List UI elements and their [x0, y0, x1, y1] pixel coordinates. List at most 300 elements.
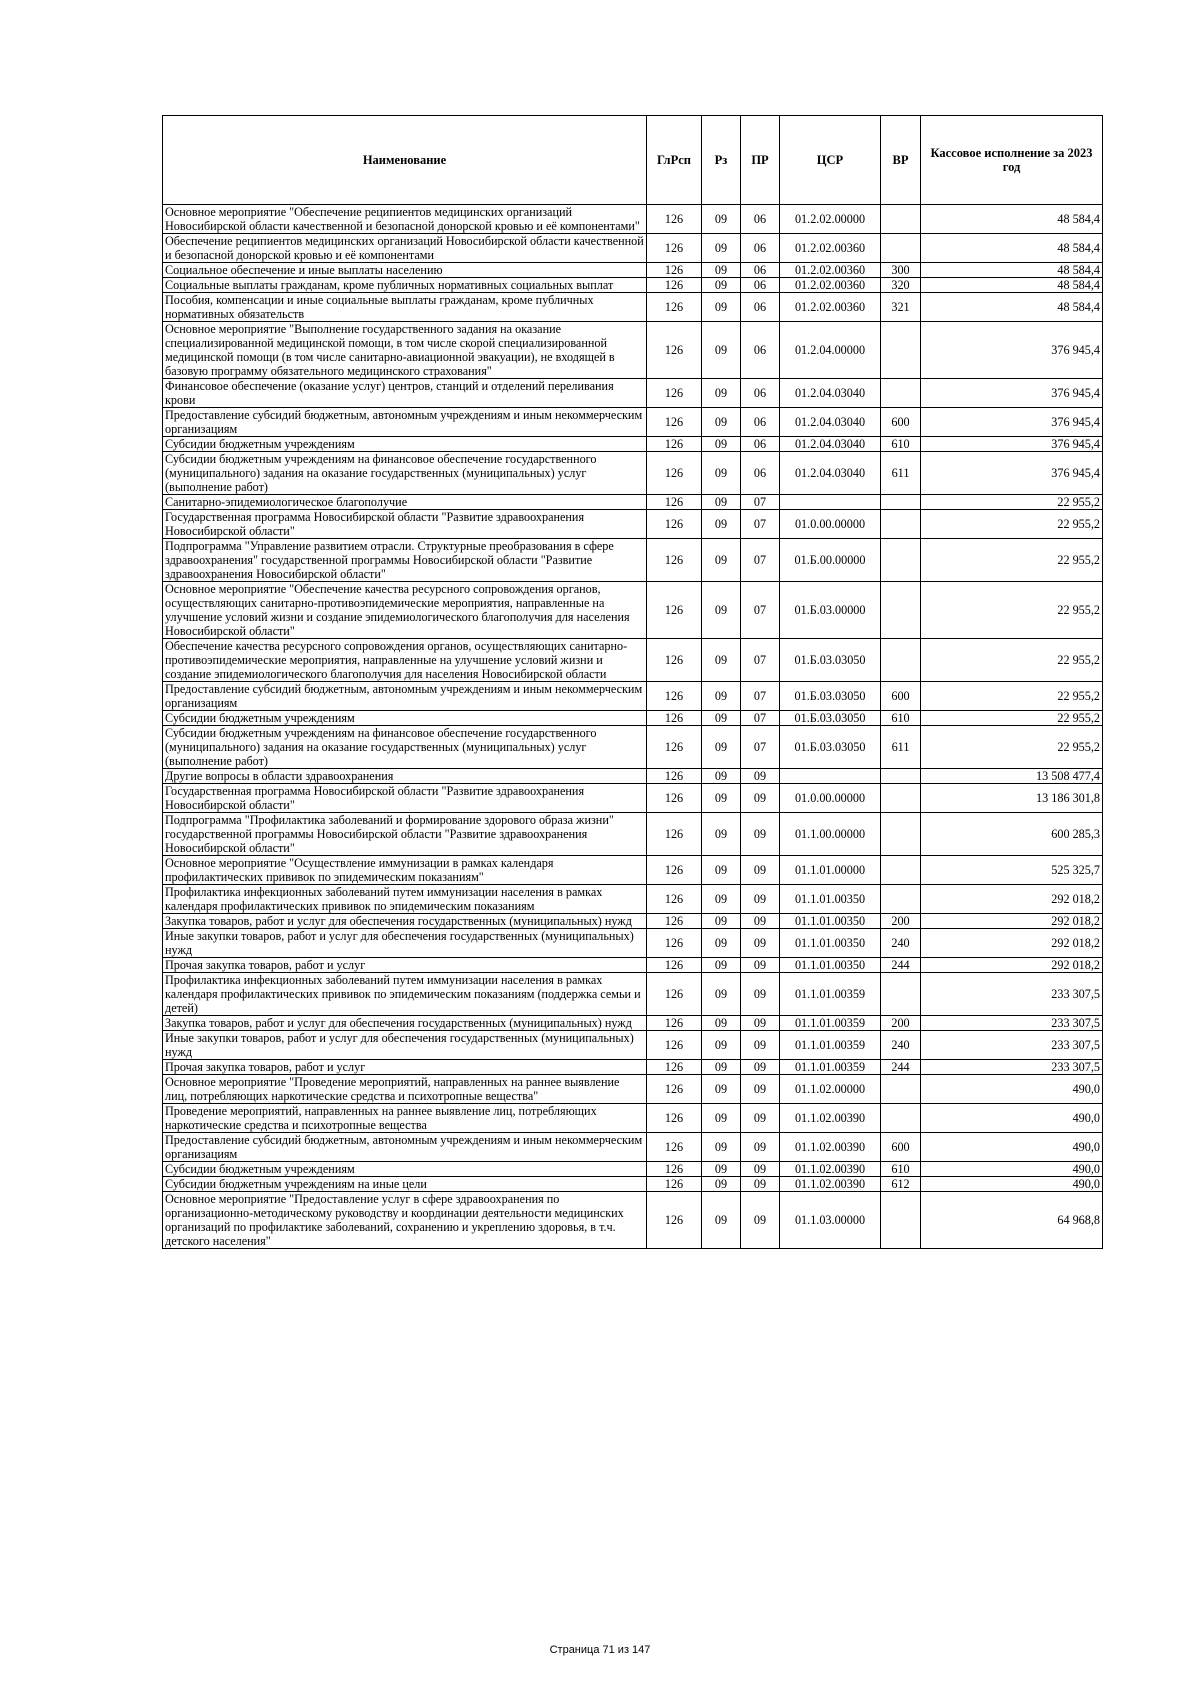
cell-name: Субсидии бюджетным учреждениям на иные цели: [163, 1177, 647, 1192]
cell-name: Субсидии бюджетным учреждениям: [163, 711, 647, 726]
cell-csr: 01.Б.03.03050: [780, 726, 881, 769]
cell-glrsp: 126: [647, 379, 702, 408]
cell-csr: 01.1.01.00350: [780, 885, 881, 914]
cell-pr: 09: [741, 1060, 780, 1075]
table-row: [163, 639, 1103, 682]
cell-glrsp: 126: [647, 682, 702, 711]
cell-csr: 01.2.04.03040: [780, 452, 881, 495]
table-row: [163, 1075, 1103, 1104]
table-row: [163, 293, 1103, 322]
table-row: [163, 784, 1103, 813]
cell-glrsp: 126: [647, 813, 702, 856]
cell-sum: 48 584,4: [921, 234, 1103, 263]
cell-glrsp: 126: [647, 437, 702, 452]
table-row: [163, 234, 1103, 263]
cell-sum: 48 584,4: [921, 263, 1103, 278]
cell-vr: 600: [881, 408, 921, 437]
cell-glrsp: 126: [647, 293, 702, 322]
cell-csr: 01.2.04.03040: [780, 437, 881, 452]
cell-vr: [881, 539, 921, 582]
cell-rz: 09: [702, 769, 741, 784]
cell-rz: 09: [702, 1031, 741, 1060]
table-row: [163, 929, 1103, 958]
table-row: [163, 726, 1103, 769]
cell-vr: [881, 322, 921, 379]
cell-csr: 01.1.01.00359: [780, 1060, 881, 1075]
cell-sum: 13 508 477,4: [921, 769, 1103, 784]
cell-csr: 01.Б.03.03050: [780, 711, 881, 726]
cell-vr: [881, 769, 921, 784]
cell-rz: 09: [702, 582, 741, 639]
table-row: [163, 885, 1103, 914]
cell-pr: 09: [741, 958, 780, 973]
cell-rz: 09: [702, 1162, 741, 1177]
cell-sum: 233 307,5: [921, 973, 1103, 1016]
cell-name: Прочая закупка товаров, работ и услуг: [163, 1060, 647, 1075]
cell-pr: 06: [741, 278, 780, 293]
cell-sum: 376 945,4: [921, 437, 1103, 452]
cell-sum: 22 955,2: [921, 539, 1103, 582]
cell-name: Основное мероприятие "Обеспечение реципиентов медицинских организаций Новосибирской области качественной и безопасной донорской кровью и её компонентами": [163, 205, 647, 234]
cell-vr: 240: [881, 929, 921, 958]
cell-rz: 09: [702, 929, 741, 958]
cell-csr: 01.1.01.00350: [780, 958, 881, 973]
cell-vr: [881, 813, 921, 856]
table-row: [163, 1192, 1103, 1249]
table-row: [163, 582, 1103, 639]
table-row: [163, 510, 1103, 539]
cell-glrsp: 126: [647, 1016, 702, 1031]
cell-vr: [881, 510, 921, 539]
cell-glrsp: 126: [647, 885, 702, 914]
cell-pr: 09: [741, 1162, 780, 1177]
cell-pr: 09: [741, 1075, 780, 1104]
cell-pr: 07: [741, 582, 780, 639]
header-glrsp: ГлРсп: [647, 116, 702, 205]
cell-csr: 01.2.04.00000: [780, 322, 881, 379]
table-row: [163, 1104, 1103, 1133]
cell-name: Предоставление субсидий бюджетным, автономным учреждениям и иным некоммерческим организациям: [163, 408, 647, 437]
cell-sum: 22 955,2: [921, 711, 1103, 726]
cell-glrsp: 126: [647, 452, 702, 495]
cell-sum: 48 584,4: [921, 293, 1103, 322]
cell-name: Государственная программа Новосибирской области "Развитие здравоохранения Новосибирской области": [163, 510, 647, 539]
cell-vr: 320: [881, 278, 921, 293]
cell-glrsp: 126: [647, 1031, 702, 1060]
table-row: [163, 711, 1103, 726]
cell-name: Закупка товаров, работ и услуг для обеспечения государственных (муниципальных) нужд: [163, 1016, 647, 1031]
table-row: [163, 769, 1103, 784]
cell-name: Обеспечение реципиентов медицинских организаций Новосибирской области качественной и безопасной донорской кровью и её компонентами: [163, 234, 647, 263]
cell-rz: 09: [702, 711, 741, 726]
cell-rz: 09: [702, 1016, 741, 1031]
cell-pr: 06: [741, 408, 780, 437]
cell-glrsp: 126: [647, 263, 702, 278]
cell-csr: 01.Б.03.03050: [780, 639, 881, 682]
cell-pr: 06: [741, 322, 780, 379]
table-row: [163, 408, 1103, 437]
cell-vr: [881, 856, 921, 885]
cell-name: Социальные выплаты гражданам, кроме публичных нормативных социальных выплат: [163, 278, 647, 293]
cell-pr: 09: [741, 1133, 780, 1162]
cell-csr: 01.2.02.00360: [780, 234, 881, 263]
header-sum: Кассовое исполнение за 2023 год: [921, 116, 1103, 205]
table-row: [163, 278, 1103, 293]
cell-pr: 09: [741, 973, 780, 1016]
table-row: [163, 437, 1103, 452]
cell-csr: 01.1.00.00000: [780, 813, 881, 856]
cell-csr: 01.2.02.00360: [780, 293, 881, 322]
cell-vr: [881, 495, 921, 510]
cell-pr: 09: [741, 929, 780, 958]
cell-csr: 01.2.02.00000: [780, 205, 881, 234]
cell-glrsp: 126: [647, 856, 702, 885]
cell-name: Основное мероприятие "Проведение мероприятий, направленных на раннее выявление лиц, потребляющих наркотические средства и психотропные вещества": [163, 1075, 647, 1104]
cell-sum: 490,0: [921, 1075, 1103, 1104]
cell-glrsp: 126: [647, 769, 702, 784]
cell-vr: 300: [881, 263, 921, 278]
cell-sum: 292 018,2: [921, 929, 1103, 958]
cell-name: Прочая закупка товаров, работ и услуг: [163, 958, 647, 973]
cell-glrsp: 126: [647, 1192, 702, 1249]
cell-glrsp: 126: [647, 1060, 702, 1075]
cell-rz: 09: [702, 726, 741, 769]
cell-rz: 09: [702, 1104, 741, 1133]
cell-vr: [881, 973, 921, 1016]
cell-csr: 01.1.01.00359: [780, 1031, 881, 1060]
cell-pr: 06: [741, 437, 780, 452]
cell-name: Субсидии бюджетным учреждениям на финансовое обеспечение государственного (муниципального) задания на оказание государственных (муниципальных) услуг (выполнение работ): [163, 452, 647, 495]
cell-rz: 09: [702, 408, 741, 437]
table-row: [163, 495, 1103, 510]
header-vr: ВР: [881, 116, 921, 205]
cell-sum: 292 018,2: [921, 885, 1103, 914]
table-row: [163, 539, 1103, 582]
table-row: [163, 1060, 1103, 1075]
cell-name: Подпрограмма "Управление развитием отрасли. Структурные преобразования в сфере здравоохранения" государственной программы Новосибирской области "Развитие здравоохранения Новосибирской области": [163, 539, 647, 582]
cell-vr: [881, 639, 921, 682]
cell-name: Субсидии бюджетным учреждениям на финансовое обеспечение государственного (муниципального) задания на оказание государственных (муниципальных) услуг (выполнение работ): [163, 726, 647, 769]
cell-name: Субсидии бюджетным учреждениям: [163, 437, 647, 452]
cell-pr: 09: [741, 1016, 780, 1031]
table-row: [163, 1177, 1103, 1192]
cell-name: Подпрограмма "Профилактика заболеваний и формирование здорового образа жизни" государственной программы Новосибирской области "Развитие здравоохранения Новосибирской области": [163, 813, 647, 856]
cell-vr: 611: [881, 452, 921, 495]
cell-name: Иные закупки товаров, работ и услуг для обеспечения государственных (муниципальных) нужд: [163, 1031, 647, 1060]
cell-vr: 200: [881, 914, 921, 929]
cell-name: Пособия, компенсации и иные социальные выплаты гражданам, кроме публичных нормативных обязательств: [163, 293, 647, 322]
cell-name: Другие вопросы в области здравоохранения: [163, 769, 647, 784]
cell-sum: 13 186 301,8: [921, 784, 1103, 813]
cell-rz: 09: [702, 234, 741, 263]
cell-glrsp: 126: [647, 1133, 702, 1162]
cell-name: Основное мероприятие "Предоставление услуг в сфере здравоохранения по организационно-методическому руководству и координации деятельности медицинских организаций по профилактике заболеваний, сохранению и укреплению здоровья, в т.ч. детского населения": [163, 1192, 647, 1249]
cell-sum: 233 307,5: [921, 1060, 1103, 1075]
cell-glrsp: 126: [647, 510, 702, 539]
cell-pr: 09: [741, 1192, 780, 1249]
cell-rz: 09: [702, 1075, 741, 1104]
cell-rz: 09: [702, 1060, 741, 1075]
cell-sum: 376 945,4: [921, 379, 1103, 408]
table-row: [163, 1162, 1103, 1177]
cell-csr: 01.1.03.00000: [780, 1192, 881, 1249]
cell-sum: 292 018,2: [921, 914, 1103, 929]
cell-vr: [881, 234, 921, 263]
cell-vr: [881, 1075, 921, 1104]
cell-vr: 610: [881, 437, 921, 452]
cell-vr: [881, 1104, 921, 1133]
cell-vr: 600: [881, 1133, 921, 1162]
cell-sum: 490,0: [921, 1133, 1103, 1162]
cell-name: Закупка товаров, работ и услуг для обеспечения государственных (муниципальных) нужд: [163, 914, 647, 929]
cell-pr: 09: [741, 1104, 780, 1133]
cell-name: Основное мероприятие "Обеспечение качества ресурсного сопровождения органов, осуществляющих санитарно-противоэпидемические мероприятия, направленные на улучшение условий жизни и создание эпидемиологического благополучия для населения Новосибирской области": [163, 582, 647, 639]
table-row: [163, 856, 1103, 885]
cell-name: Финансовое обеспечение (оказание услуг) центров, станций и отделений переливания крови: [163, 379, 647, 408]
cell-vr: 244: [881, 1060, 921, 1075]
cell-sum: 22 955,2: [921, 726, 1103, 769]
cell-sum: 48 584,4: [921, 278, 1103, 293]
cell-sum: 376 945,4: [921, 452, 1103, 495]
cell-csr: 01.1.01.00359: [780, 973, 881, 1016]
cell-csr: 01.0.00.00000: [780, 784, 881, 813]
cell-pr: 07: [741, 711, 780, 726]
table-row: [163, 1031, 1103, 1060]
cell-csr: 01.1.02.00390: [780, 1177, 881, 1192]
cell-pr: 07: [741, 639, 780, 682]
cell-csr: 01.2.02.00360: [780, 263, 881, 278]
cell-pr: 09: [741, 856, 780, 885]
header-pr: ПР: [741, 116, 780, 205]
table-row: [163, 682, 1103, 711]
cell-name: Проведение мероприятий, направленных на раннее выявление лиц, потребляющих наркотические средства и психотропные вещества: [163, 1104, 647, 1133]
cell-rz: 09: [702, 784, 741, 813]
cell-name: Социальное обеспечение и иные выплаты населению: [163, 263, 647, 278]
cell-pr: 09: [741, 885, 780, 914]
cell-sum: 22 955,2: [921, 495, 1103, 510]
cell-rz: 09: [702, 639, 741, 682]
cell-csr: 01.2.02.00360: [780, 278, 881, 293]
cell-rz: 09: [702, 539, 741, 582]
cell-glrsp: 126: [647, 1104, 702, 1133]
cell-glrsp: 126: [647, 726, 702, 769]
cell-vr: [881, 885, 921, 914]
cell-pr: 07: [741, 539, 780, 582]
table-row: [163, 1133, 1103, 1162]
cell-rz: 09: [702, 813, 741, 856]
cell-pr: 07: [741, 510, 780, 539]
cell-csr: 01.1.02.00000: [780, 1075, 881, 1104]
budget-sheet: [162, 115, 1102, 1249]
cell-glrsp: 126: [647, 234, 702, 263]
cell-name: Субсидии бюджетным учреждениям: [163, 1162, 647, 1177]
cell-rz: 09: [702, 322, 741, 379]
cell-name: Основное мероприятие "Осуществление иммунизации в рамках календаря профилактических прививок по эпидемическим показаниям": [163, 856, 647, 885]
cell-sum: 22 955,2: [921, 682, 1103, 711]
cell-csr: 01.1.01.00000: [780, 856, 881, 885]
cell-name: Предоставление субсидий бюджетным, автономным учреждениям и иным некоммерческим организациям: [163, 1133, 647, 1162]
cell-glrsp: 126: [647, 784, 702, 813]
cell-vr: [881, 784, 921, 813]
table-row: [163, 263, 1103, 278]
header-row: [163, 116, 1103, 205]
cell-pr: 09: [741, 813, 780, 856]
table-body: [163, 205, 1103, 1249]
cell-name: Обеспечение качества ресурсного сопровождения органов, осуществляющих санитарно-противоэпидемические мероприятия, направленные на улучшение условий жизни и создание эпидемиологического благополучия для населения Новосибирской области: [163, 639, 647, 682]
cell-glrsp: 126: [647, 929, 702, 958]
cell-glrsp: 126: [647, 973, 702, 1016]
cell-csr: [780, 769, 881, 784]
cell-csr: [780, 495, 881, 510]
cell-sum: 376 945,4: [921, 322, 1103, 379]
cell-vr: [881, 582, 921, 639]
cell-rz: 09: [702, 495, 741, 510]
cell-vr: 200: [881, 1016, 921, 1031]
cell-rz: 09: [702, 1177, 741, 1192]
cell-csr: 01.1.01.00359: [780, 1016, 881, 1031]
cell-pr: 09: [741, 1031, 780, 1060]
table-row: [163, 322, 1103, 379]
cell-vr: 610: [881, 711, 921, 726]
cell-sum: 376 945,4: [921, 408, 1103, 437]
cell-sum: 292 018,2: [921, 958, 1103, 973]
header-csr: ЦСР: [780, 116, 881, 205]
cell-glrsp: 126: [647, 1075, 702, 1104]
cell-vr: 600: [881, 682, 921, 711]
table-row: [163, 452, 1103, 495]
cell-csr: 01.0.00.00000: [780, 510, 881, 539]
table-row: [163, 958, 1103, 973]
cell-sum: 490,0: [921, 1162, 1103, 1177]
cell-rz: 09: [702, 1192, 741, 1249]
table-row: [163, 914, 1103, 929]
cell-pr: 06: [741, 293, 780, 322]
cell-rz: 09: [702, 263, 741, 278]
cell-vr: 240: [881, 1031, 921, 1060]
cell-pr: 09: [741, 784, 780, 813]
cell-sum: 64 968,8: [921, 1192, 1103, 1249]
cell-rz: 09: [702, 293, 741, 322]
cell-sum: 233 307,5: [921, 1016, 1103, 1031]
header-rz: Рз: [702, 116, 741, 205]
cell-glrsp: 126: [647, 958, 702, 973]
budget-execution-table: [162, 115, 1103, 1249]
cell-name: Профилактика инфекционных заболеваний путем иммунизации населения в рамках календаря профилактических прививок по эпидемическим показаниям: [163, 885, 647, 914]
cell-sum: 525 325,7: [921, 856, 1103, 885]
cell-sum: 22 955,2: [921, 510, 1103, 539]
cell-rz: 09: [702, 510, 741, 539]
table-row: [163, 813, 1103, 856]
cell-csr: 01.1.02.00390: [780, 1133, 881, 1162]
cell-csr: 01.1.01.00350: [780, 929, 881, 958]
cell-rz: 09: [702, 682, 741, 711]
cell-vr: [881, 379, 921, 408]
header-name: Наименование: [163, 116, 647, 205]
cell-vr: 611: [881, 726, 921, 769]
cell-glrsp: 126: [647, 582, 702, 639]
cell-rz: 09: [702, 885, 741, 914]
cell-csr: 01.2.04.03040: [780, 408, 881, 437]
cell-name: Санитарно-эпидемиологическое благополучие: [163, 495, 647, 510]
cell-rz: 09: [702, 1133, 741, 1162]
cell-vr: 612: [881, 1177, 921, 1192]
cell-name: Иные закупки товаров, работ и услуг для обеспечения государственных (муниципальных) нужд: [163, 929, 647, 958]
cell-csr: 01.Б.03.00000: [780, 582, 881, 639]
cell-pr: 07: [741, 726, 780, 769]
page-number: Страница 71 из 147: [549, 1644, 651, 1656]
table-row: [163, 379, 1103, 408]
cell-rz: 09: [702, 437, 741, 452]
cell-glrsp: 126: [647, 322, 702, 379]
cell-csr: 01.1.01.00350: [780, 914, 881, 929]
cell-sum: 490,0: [921, 1104, 1103, 1133]
cell-glrsp: 126: [647, 1177, 702, 1192]
cell-pr: 06: [741, 452, 780, 495]
cell-glrsp: 126: [647, 539, 702, 582]
cell-pr: 06: [741, 263, 780, 278]
cell-csr: 01.2.04.03040: [780, 379, 881, 408]
cell-rz: 09: [702, 278, 741, 293]
cell-rz: 09: [702, 452, 741, 495]
cell-csr: 01.Б.00.00000: [780, 539, 881, 582]
cell-rz: 09: [702, 205, 741, 234]
cell-rz: 09: [702, 914, 741, 929]
cell-glrsp: 126: [647, 914, 702, 929]
cell-pr: 06: [741, 234, 780, 263]
cell-csr: 01.1.02.00390: [780, 1162, 881, 1177]
cell-name: Основное мероприятие "Выполнение государственного задания на оказание специализированной медицинской помощи, в том числе скорой специализированной медицинской помощи (в том числе санитарно-авиационной эвакуации), не входящей в базовую программу обязательного медицинского страхования": [163, 322, 647, 379]
cell-glrsp: 126: [647, 639, 702, 682]
cell-vr: 321: [881, 293, 921, 322]
cell-vr: 244: [881, 958, 921, 973]
cell-glrsp: 126: [647, 1162, 702, 1177]
cell-sum: 233 307,5: [921, 1031, 1103, 1060]
cell-pr: 09: [741, 914, 780, 929]
cell-glrsp: 126: [647, 205, 702, 234]
table-row: [163, 1016, 1103, 1031]
cell-rz: 09: [702, 379, 741, 408]
cell-sum: 22 955,2: [921, 639, 1103, 682]
cell-sum: 22 955,2: [921, 582, 1103, 639]
cell-rz: 09: [702, 856, 741, 885]
cell-rz: 09: [702, 973, 741, 1016]
cell-sum: 490,0: [921, 1177, 1103, 1192]
table-header: [163, 116, 1103, 205]
cell-glrsp: 126: [647, 711, 702, 726]
cell-vr: 610: [881, 1162, 921, 1177]
cell-pr: 06: [741, 379, 780, 408]
cell-csr: 01.1.02.00390: [780, 1104, 881, 1133]
cell-pr: 07: [741, 682, 780, 711]
cell-glrsp: 126: [647, 495, 702, 510]
cell-vr: [881, 205, 921, 234]
cell-rz: 09: [702, 958, 741, 973]
table-row: [163, 205, 1103, 234]
cell-csr: 01.Б.03.03050: [780, 682, 881, 711]
cell-name: Профилактика инфекционных заболеваний путем иммунизации населения в рамках календаря профилактических прививок по эпидемическим показаниям (поддержка семьи и детей): [163, 973, 647, 1016]
cell-pr: 09: [741, 769, 780, 784]
cell-pr: 09: [741, 1177, 780, 1192]
cell-glrsp: 126: [647, 408, 702, 437]
cell-pr: 07: [741, 495, 780, 510]
cell-name: Предоставление субсидий бюджетным, автономным учреждениям и иным некоммерческим организациям: [163, 682, 647, 711]
table-row: [163, 973, 1103, 1016]
cell-sum: 48 584,4: [921, 205, 1103, 234]
cell-sum: 600 285,3: [921, 813, 1103, 856]
cell-pr: 06: [741, 205, 780, 234]
cell-glrsp: 126: [647, 278, 702, 293]
cell-name: Государственная программа Новосибирской области "Развитие здравоохранения Новосибирской области": [163, 784, 647, 813]
